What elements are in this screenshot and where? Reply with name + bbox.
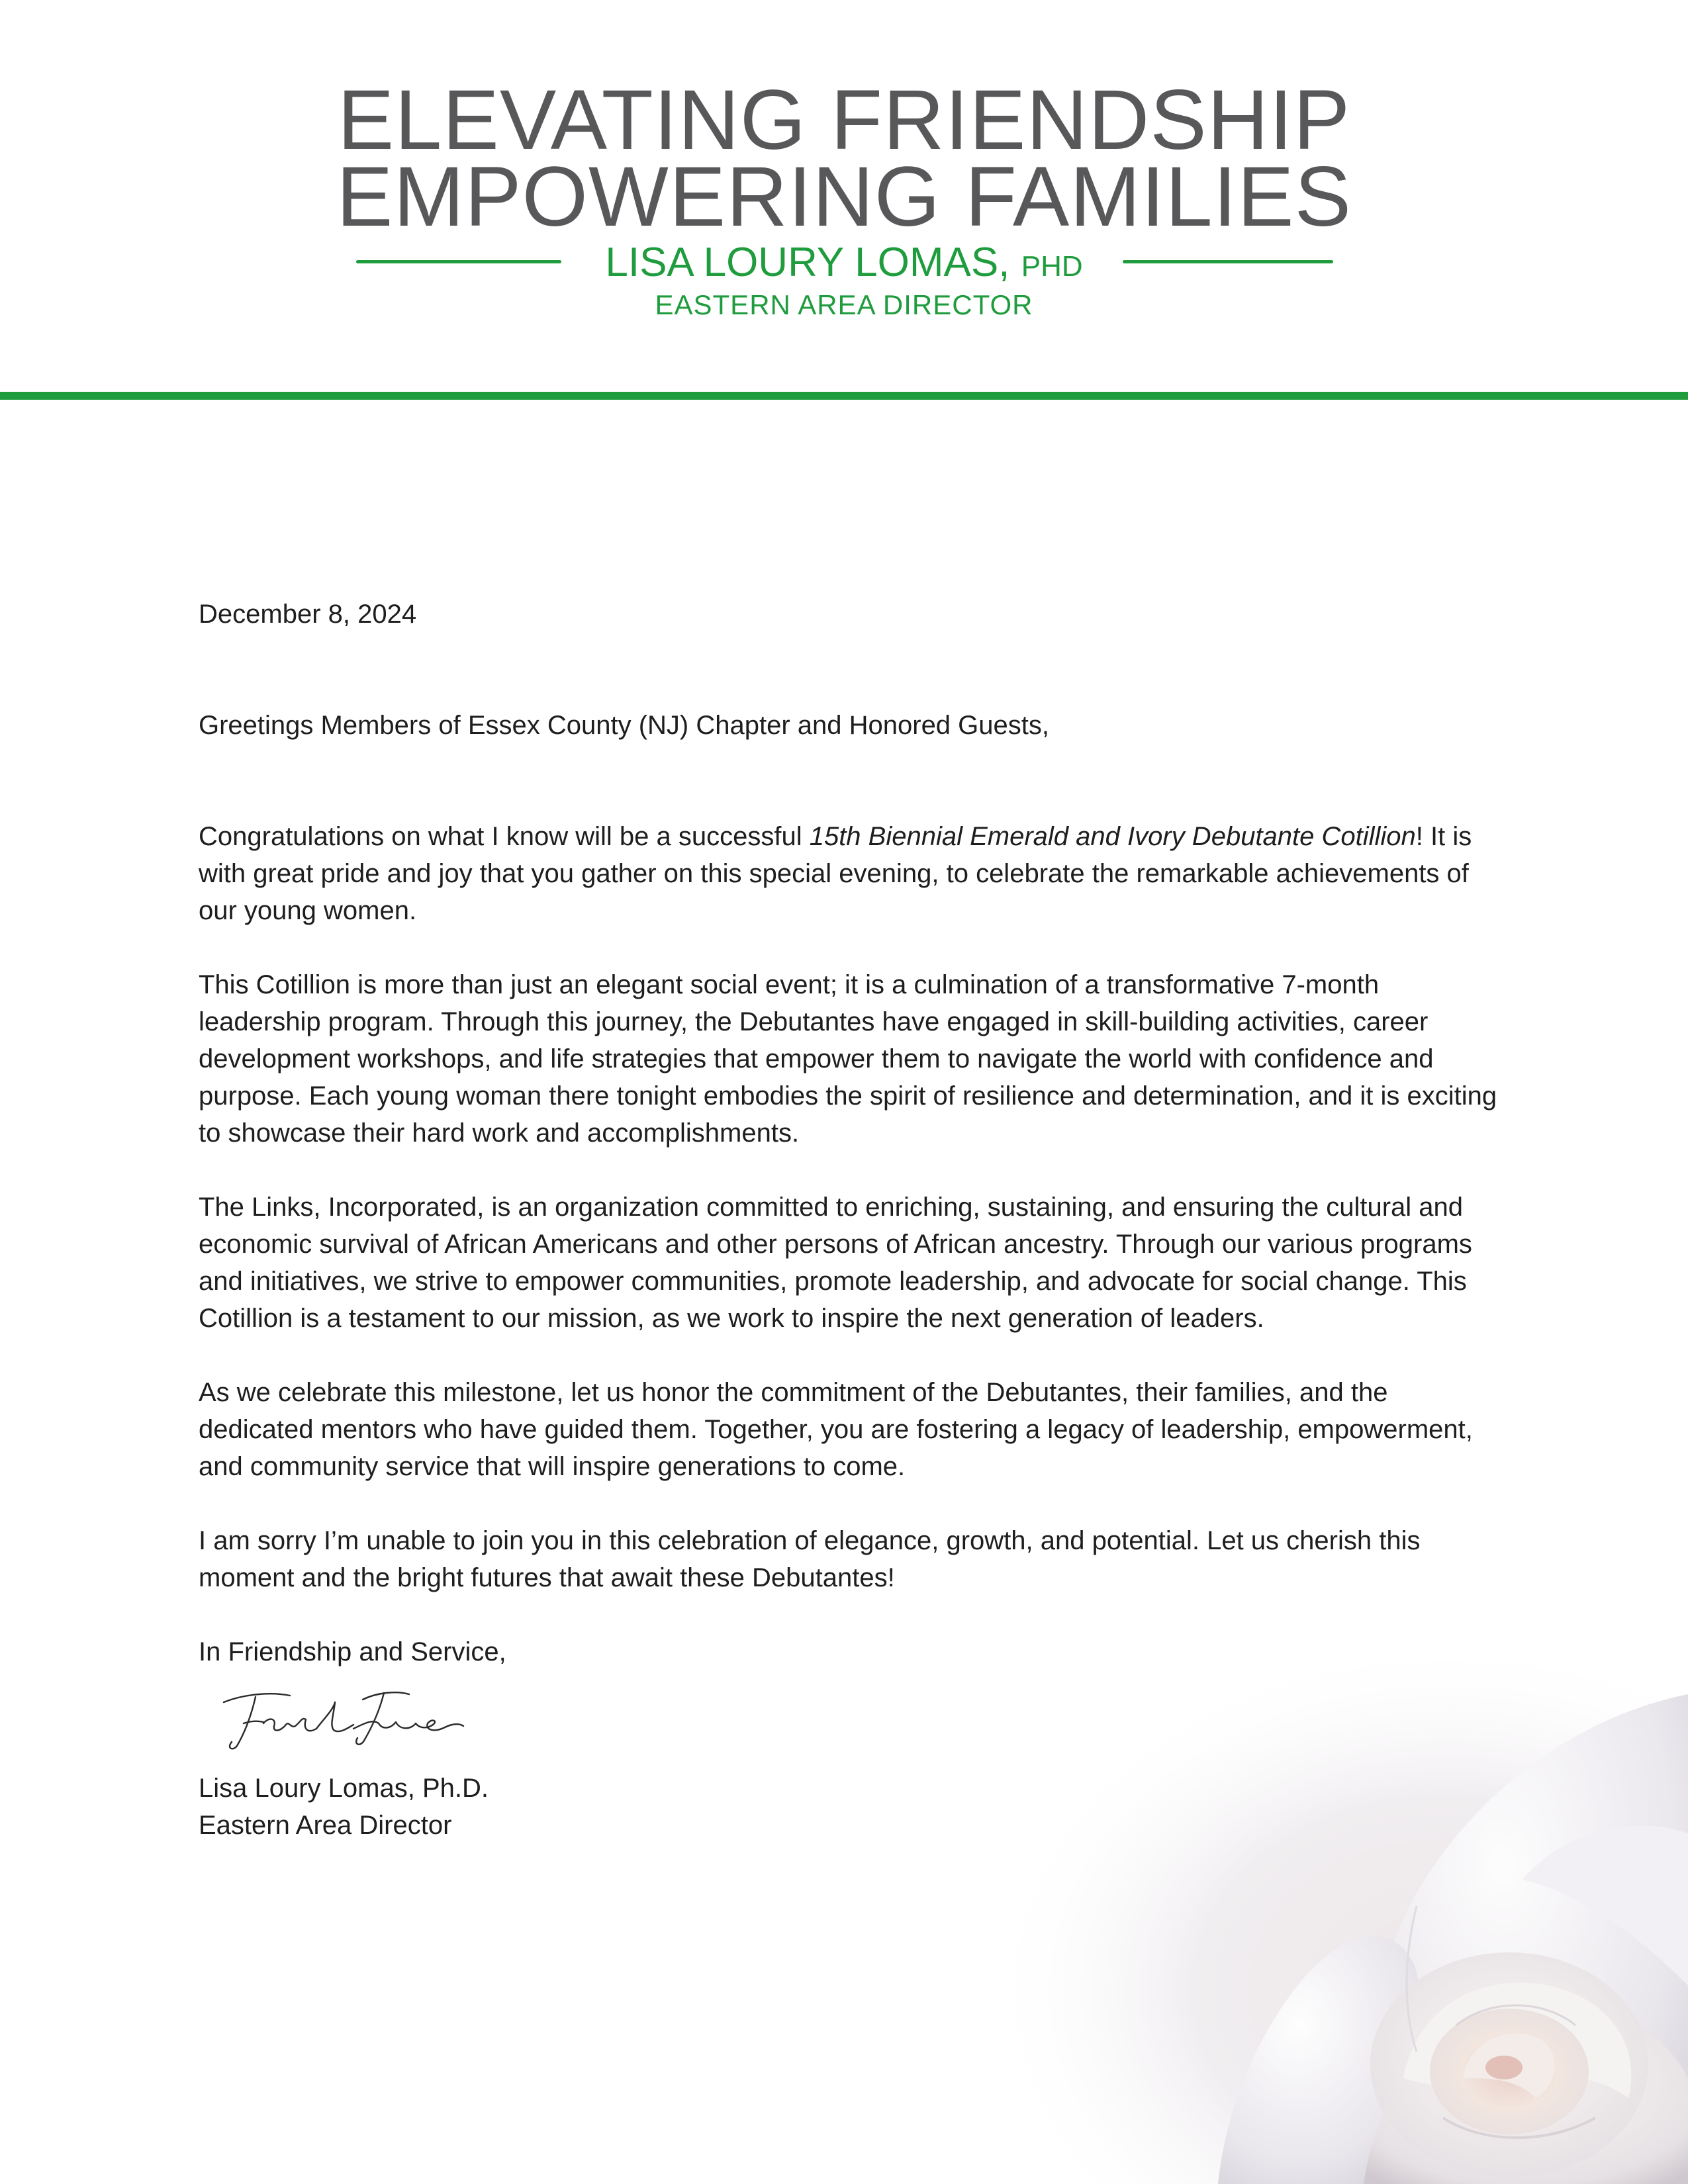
event-name: 15th Biennial Emerald and Ivory Debutante Cotillion: [809, 822, 1416, 851]
signer-title: Eastern Area Director: [199, 1811, 452, 1840]
paragraph-5: I am sorry I’m unable to join you in this celebration of elegance, growth, and potential. Let us cherish this moment and the bright futures that await these Debutantes!: [199, 1526, 1421, 1592]
letterhead-name: [0, 240, 1688, 290]
signature-icon: [217, 1682, 469, 1755]
letterhead-line-1: ELEVATING FRIENDSHIP: [337, 73, 1351, 167]
paragraph-1-tail: ! It is with great pride and joy that you gather on this special evening, to celebrate the remarkable achievements of our young women.: [199, 822, 1472, 925]
paragraph-1-lead: Congratulations on what I know will be a successful: [199, 822, 810, 851]
header-divider: [0, 392, 1688, 400]
letter-body: [199, 596, 1503, 1844]
letterhead-line-2: EMPOWERING FAMILIES: [336, 150, 1352, 244]
paragraph-3: The Links, Incorporated, is an organization committed to enriching, sustaining, and ensuring the cultural and economic survival of African Americans and other persons of African ancestry. Through our various programs and initiatives, we strive to empower communities, promote leadership, and advocate for social change. This Cotillion is a testament to our mission, as we work to inspire the next generation of leaders.: [199, 1193, 1472, 1333]
letterhead-title: EASTERN AREA DIRECTOR: [655, 289, 1033, 320]
paragraph-1: [199, 818, 1503, 929]
letter-date: December 8, 2024: [199, 600, 417, 629]
letterhead-degree: PHD: [1021, 250, 1083, 283]
letterhead-name-text: LISA LOURY LOMAS,: [605, 240, 1010, 285]
closing: In Friendship and Service,: [199, 1637, 506, 1666]
paragraph-4: As we celebrate this milestone, let us honor the commitment of the Debutantes, their families, and the dedicated mentors who have guided them. Together, you are fostering a legacy of leadership, empowerment, and community service that will inspire generations to come.: [199, 1378, 1473, 1481]
letter-greeting: Greetings Members of Essex County (NJ) Chapter and Honored Guests,: [199, 711, 1049, 740]
paragraph-2: This Cotillion is more than just an elegant social event; it is a culmination of a transformative 7-month leadership program. Through this journey, the Debutantes have engaged in skill-building activities, career development workshops, and life strategies that empower them to navigate the world with confidence and purpose. Each young woman there tonight embodies the spirit of resilience and determination, and it is exciting to showcase their hard work and accomplishments.: [199, 970, 1497, 1148]
signer-name: Lisa Loury Lomas, Ph.D.: [199, 1774, 489, 1803]
